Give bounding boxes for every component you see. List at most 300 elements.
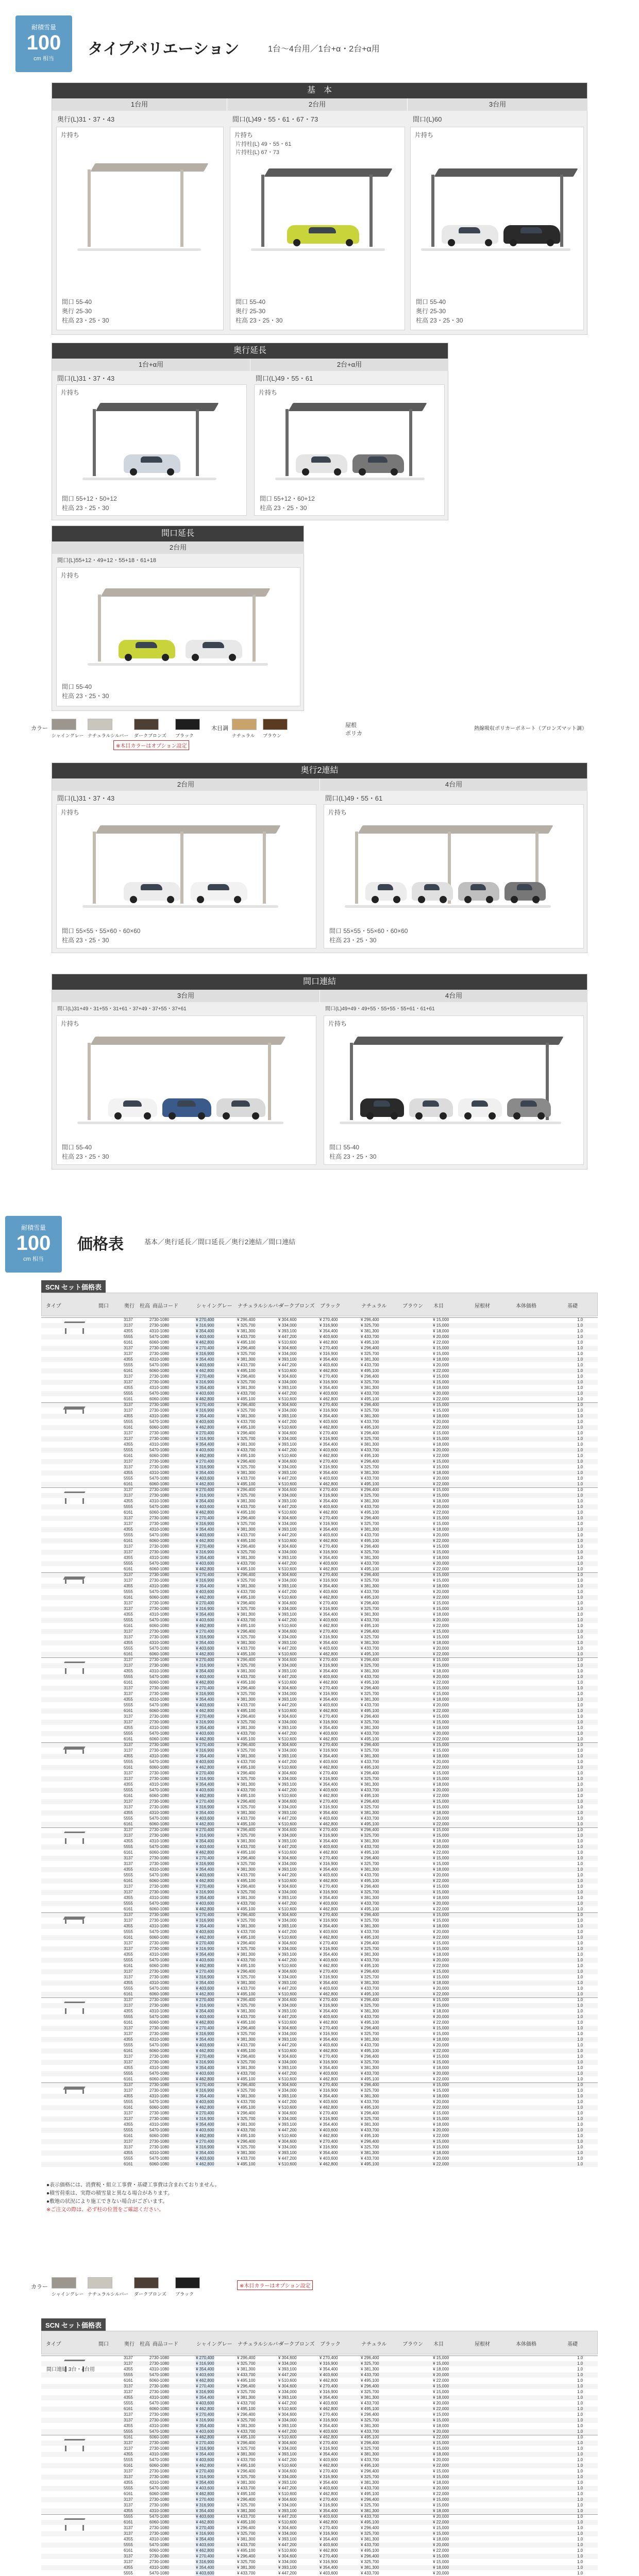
table-cell: 2730-1080: [149, 2060, 170, 2064]
table-row: [41, 1946, 598, 1952]
table-cell: ¥ 495,100: [361, 1963, 379, 1968]
table-cell: ¥ 381,300: [237, 2094, 256, 2098]
table-cell: ¥ 447,200: [278, 1618, 297, 1622]
table-cell: 1.0: [577, 1334, 583, 1339]
table-cell: ¥ 296,400: [361, 1884, 379, 1889]
depth-ext-1-height: 柱高 23・25・30: [62, 504, 109, 512]
table-cell: 1.0: [577, 1663, 583, 1668]
carport-illustration: [345, 825, 561, 918]
table-cell: ¥ 433,700: [237, 1674, 256, 1679]
table-cell: ¥ 325,700: [361, 1550, 379, 1554]
table-cell: 5555: [124, 2128, 133, 2132]
table-row: [41, 1635, 598, 1640]
table-cell: ¥ 334,000: [278, 2560, 297, 2564]
table-cell: ¥ 316,900: [196, 2003, 214, 2008]
table-cell: ¥ 403,600: [196, 1703, 214, 1707]
table-cell: ¥ 325,700: [361, 2475, 379, 2479]
table-cell: 3137: [124, 1465, 133, 1469]
column-header: ナチュラル: [361, 1303, 387, 1309]
table-cell: ¥ 510,600: [278, 2133, 297, 2138]
group-divider: [41, 2355, 598, 2356]
carport-illustration: [275, 403, 430, 490]
table-cell: 5470-1080: [149, 1419, 170, 1424]
table-cell: ¥ 18,000: [433, 2009, 449, 2013]
table-cell: ¥ 354,400: [196, 2395, 214, 2400]
table-cell: ¥ 433,700: [361, 1788, 379, 1792]
table-cell: ¥ 18,000: [433, 2537, 449, 2541]
table-cell: ¥ 381,300: [361, 1839, 379, 1843]
table-cell: ¥ 316,900: [196, 2418, 214, 2422]
table-cell: ¥ 495,100: [361, 2548, 379, 2553]
table-cell: 2730-1080: [149, 2418, 170, 2422]
table-row: [41, 1782, 598, 1787]
table-cell: ¥ 325,700: [361, 2145, 379, 2149]
table-cell: 1.0: [577, 1346, 583, 1350]
table-cell: 3137: [124, 2139, 133, 2144]
table-cell: ¥ 296,400: [361, 1969, 379, 1974]
table-cell: ¥ 15,000: [433, 1799, 449, 1804]
table-cell: ¥ 15,000: [433, 1941, 449, 1945]
table-cell: 2730-1080: [149, 1516, 170, 1520]
table-cell: ¥ 304,600: [278, 1317, 297, 1322]
table-cell: 2730-1080: [149, 1629, 170, 1634]
table-cell: 1.0: [577, 1567, 583, 1571]
table-cell: ¥ 433,700: [237, 2099, 256, 2104]
table-cell: 6060-1080: [149, 1425, 170, 1430]
table-cell: ¥ 462,800: [320, 2463, 338, 2468]
table-cell: 5470-1080: [149, 1788, 170, 1792]
table-cell: 4355: [124, 1839, 133, 1843]
table-cell: ¥ 15,000: [433, 1997, 449, 2002]
table-cell: 1.0: [577, 1487, 583, 1492]
table-cell: 6161: [124, 1680, 133, 1685]
depth-ext-title: 奥行延長: [52, 343, 448, 359]
car-illustration: [458, 882, 499, 901]
table-cell: 4310-1080: [149, 1612, 170, 1617]
table-cell: ¥ 495,100: [361, 1765, 379, 1770]
table-cell: ¥ 495,100: [237, 1850, 256, 1855]
table-cell: 2730-1080: [149, 1714, 170, 1719]
table-row: [41, 1493, 598, 1498]
table-cell: ¥ 270,400: [320, 1459, 338, 1464]
table-cell: 1.0: [577, 1697, 583, 1702]
table-cell: 4355: [124, 2509, 133, 2513]
table-cell: 5555: [124, 1646, 133, 1651]
table-cell: ¥ 334,000: [278, 1606, 297, 1611]
table-cell: 1.0: [577, 1635, 583, 1639]
table-cell: ¥ 316,900: [320, 1351, 338, 1356]
table-cell: 6060-1080: [149, 2492, 170, 2496]
table-cell: ¥ 495,100: [361, 1708, 379, 1713]
table-cell: ¥ 18,000: [433, 1414, 449, 1418]
table-cell: ¥ 354,400: [196, 1895, 214, 1900]
table-cell: 6161: [124, 2077, 133, 2081]
basic-2-sub1: 片持柱(L) 49・55・61: [236, 141, 292, 147]
table-row: [41, 1431, 598, 1436]
table-cell: ¥ 334,000: [278, 2418, 297, 2422]
table-cell: ¥ 20,000: [433, 2543, 449, 2547]
table-cell: 1.0: [577, 1856, 583, 1860]
table-cell: 3137: [124, 2531, 133, 2536]
table-cell: ¥ 433,700: [237, 1618, 256, 1622]
table-cell: ¥ 462,800: [196, 2435, 214, 2439]
table-row: [41, 1822, 598, 1827]
table-cell: 4310-1080: [149, 1952, 170, 1957]
table-row: [41, 1754, 598, 1759]
table-cell: ¥ 15,000: [433, 2503, 449, 2507]
table-cell: 4310-1080: [149, 2065, 170, 2070]
table-row: [41, 1765, 598, 1770]
table-cell: ¥ 296,400: [237, 1374, 256, 1379]
table-cell: ¥ 22,000: [433, 1453, 449, 1458]
table-cell: ¥ 334,000: [278, 1691, 297, 1696]
table-cell: ¥ 403,600: [196, 2486, 214, 2490]
table-cell: 2730-1080: [149, 2412, 170, 2417]
table-cell: ¥ 354,400: [196, 2537, 214, 2541]
table-cell: 5555: [124, 1731, 133, 1736]
table-cell: ¥ 15,000: [433, 2111, 449, 2115]
table-cell: 3137: [124, 1720, 133, 1724]
table-cell: ¥ 447,200: [278, 2128, 297, 2132]
table-cell: ¥ 15,000: [433, 1686, 449, 1690]
table-cell: ¥ 433,700: [361, 1334, 379, 1339]
table-cell: 2730-1080: [149, 1493, 170, 1498]
table-cell: 5470-1080: [149, 2543, 170, 2547]
table-cell: ¥ 462,800: [320, 1510, 338, 1515]
table-cell: 2730-1080: [149, 2361, 170, 2366]
table-row: [41, 1652, 598, 1657]
table-cell: 4310-1080: [149, 1754, 170, 1758]
price-table-1: [41, 1280, 598, 2177]
table-row: [41, 1567, 598, 1572]
table-cell: 1.0: [577, 1952, 583, 1957]
table-cell: ¥ 495,100: [237, 2435, 256, 2439]
table-cell: ¥ 462,800: [196, 2077, 214, 2081]
table-cell: ¥ 270,400: [320, 1686, 338, 1690]
table-row: [41, 1958, 598, 1963]
table-cell: ¥ 15,000: [433, 1578, 449, 1583]
table-cell: 1.0: [577, 2065, 583, 2070]
table-cell: ¥ 316,900: [320, 2361, 338, 2366]
table-cell: 1.0: [577, 1465, 583, 1469]
table-cell: ¥ 325,700: [361, 1578, 379, 1583]
table-cell: ¥ 510,600: [278, 1397, 297, 1401]
table-cell: ¥ 296,400: [237, 1629, 256, 1634]
car-illustration: [287, 225, 359, 244]
table-cell: ¥ 316,900: [196, 1606, 214, 1611]
table-cell: ¥ 403,600: [196, 2128, 214, 2132]
table-cell: ¥ 316,900: [320, 2003, 338, 2008]
table-cell: ¥ 316,900: [320, 1918, 338, 1923]
table-cell: 1.0: [577, 1317, 583, 1322]
table-row: [41, 1980, 598, 1986]
table-cell: 5555: [124, 2571, 133, 2575]
table-cell: ¥ 18,000: [433, 1669, 449, 1673]
table-cell: ¥ 20,000: [433, 1561, 449, 1566]
table-cell: 1.0: [577, 1992, 583, 1996]
table-cell: ¥ 462,800: [196, 2020, 214, 2025]
table-cell: ¥ 393,100: [278, 2009, 297, 2013]
table-cell: ¥ 316,900: [196, 2446, 214, 2451]
table-cell: ¥ 510,600: [278, 1878, 297, 1883]
table-cell: ¥ 462,800: [196, 2548, 214, 2553]
table-cell: ¥ 15,000: [433, 1487, 449, 1492]
table-cell: ¥ 20,000: [433, 2514, 449, 2519]
table-cell: 5470-1080: [149, 1618, 170, 1622]
table-cell: ¥ 462,800: [320, 1935, 338, 1940]
table-cell: ¥ 334,000: [278, 2116, 297, 2121]
wood-heading: 木目調: [211, 725, 228, 732]
swatch-wood-natural: [232, 719, 257, 730]
table-cell: ¥ 495,100: [361, 1992, 379, 1996]
table-cell: ¥ 447,200: [278, 1363, 297, 1367]
table-row: [41, 1351, 598, 1357]
basic-panel: [52, 82, 587, 335]
table-cell: ¥ 325,700: [237, 2389, 256, 2394]
table-row: [41, 1969, 598, 1974]
table-cell: ¥ 354,400: [320, 2480, 338, 2485]
table-cell: ¥ 393,100: [278, 1980, 297, 1985]
table-cell: ¥ 433,700: [237, 1419, 256, 1424]
table-cell: ¥ 354,400: [320, 2537, 338, 2541]
table-cell: 4355: [124, 2367, 133, 2371]
table-cell: 3137: [124, 1544, 133, 1549]
table-cell: 3137: [124, 1890, 133, 1894]
table-cell: ¥ 354,400: [320, 1725, 338, 1730]
table-cell: 5555: [124, 1759, 133, 1764]
table-cell: ¥ 495,100: [237, 1368, 256, 1373]
table-cell: ¥ 495,100: [361, 2162, 379, 2166]
table-cell: ¥ 510,600: [278, 2406, 297, 2411]
table-cell: ¥ 316,900: [320, 1720, 338, 1724]
table-cell: 1.0: [577, 2429, 583, 2434]
table-cell: 3137: [124, 1975, 133, 1979]
table-cell: 1.0: [577, 2026, 583, 2030]
table-row: [41, 2463, 598, 2468]
table-cell: 6161: [124, 1765, 133, 1770]
table-cell: ¥ 433,700: [361, 2071, 379, 2076]
table-cell: ¥ 15,000: [433, 1861, 449, 1866]
table-cell: ¥ 270,400: [196, 2412, 214, 2417]
table-cell: 1.0: [577, 1805, 583, 1809]
table-cell: ¥ 403,600: [320, 1448, 338, 1452]
table-cell: ¥ 381,300: [237, 1470, 256, 1475]
table-cell: ¥ 334,000: [278, 2361, 297, 2366]
table-cell: 1.0: [577, 2088, 583, 2093]
table-cell: ¥ 393,100: [278, 1924, 297, 1928]
table-cell: 2730-1080: [149, 1946, 170, 1951]
table-cell: ¥ 296,400: [237, 1969, 256, 1974]
table-cell: 3137: [124, 1578, 133, 1583]
table-cell: ¥ 495,100: [361, 2406, 379, 2411]
table-cell: 1.0: [577, 2139, 583, 2144]
table-cell: ¥ 495,100: [237, 2020, 256, 2025]
table-cell: ¥ 270,400: [196, 2139, 214, 2144]
table-cell: ¥ 462,800: [196, 1737, 214, 1741]
table-cell: ¥ 296,400: [237, 1601, 256, 1605]
table-cell: ¥ 304,600: [278, 1374, 297, 1379]
table-cell: ¥ 270,400: [196, 1374, 214, 1379]
table-cell: ¥ 462,800: [320, 1340, 338, 1345]
table-cell: ¥ 296,400: [361, 1431, 379, 1435]
table-cell: ¥ 20,000: [433, 2458, 449, 2462]
table-cell: 4310-1080: [149, 1555, 170, 1560]
table-cell: ¥ 381,300: [361, 1442, 379, 1447]
table-cell: ¥ 495,100: [361, 1822, 379, 1826]
table-row: [41, 2372, 598, 2378]
table-cell: 5555: [124, 2401, 133, 2405]
table-cell: ¥ 325,700: [361, 2503, 379, 2507]
table-cell: ¥ 381,300: [361, 2037, 379, 2042]
table-cell: ¥ 403,600: [320, 2128, 338, 2132]
table-cell: ¥ 15,000: [433, 1521, 449, 1526]
table-row: [41, 1380, 598, 1385]
table-cell: 3137: [124, 1714, 133, 1719]
table-row: [41, 1941, 598, 1946]
table-cell: ¥ 403,600: [320, 1788, 338, 1792]
table-cell: ¥ 15,000: [433, 2082, 449, 2087]
table-cell: 6060-1080: [149, 1765, 170, 1770]
table-cell: 1.0: [577, 1680, 583, 1685]
car-illustration: [108, 1098, 157, 1117]
swatch-black: [175, 719, 200, 730]
table-cell: 6060-1080: [149, 1680, 170, 1685]
table-cell: ¥ 495,100: [237, 1453, 256, 1458]
table-cell: ¥ 270,400: [320, 2412, 338, 2417]
table-cell: 3137: [124, 1572, 133, 1577]
table-row: [41, 2139, 598, 2144]
table-cell: ¥ 20,000: [433, 1929, 449, 1934]
table-cell: 2730-1080: [149, 2531, 170, 2536]
table-cell: 1.0: [577, 1669, 583, 1673]
table-cell: 1.0: [577, 1844, 583, 1849]
table-cell: ¥ 393,100: [278, 1895, 297, 1900]
table-cell: 4355: [124, 2065, 133, 2070]
table-cell: ¥ 325,700: [237, 2418, 256, 2422]
table-cell: ¥ 304,600: [278, 2082, 297, 2087]
swatch-dark-bronze: [134, 719, 159, 730]
table-cell: 1.0: [577, 2526, 583, 2530]
table-cell: 1.0: [577, 1929, 583, 1934]
table-cell: 6060-1080: [149, 1595, 170, 1600]
price-table-notes: [46, 2182, 335, 2215]
table-row: [41, 1561, 598, 1566]
carport-illustration: [421, 168, 576, 272]
table-cell: ¥ 462,800: [196, 1935, 214, 1940]
table-row: [41, 1674, 598, 1680]
table-cell: ¥ 15,000: [433, 1776, 449, 1781]
table-row: [41, 1901, 598, 1906]
table-cell: 2730-1080: [149, 2389, 170, 2394]
table-cell: ¥ 403,600: [320, 1561, 338, 1566]
basic-top-3: 間口(L)60: [413, 115, 442, 123]
table-cell: 1.0: [577, 2156, 583, 2161]
carport-illustration: [82, 403, 227, 490]
table-cell: 6161: [124, 1397, 133, 1401]
table-cell: ¥ 304,600: [278, 1771, 297, 1775]
table-row: [41, 1374, 598, 1379]
table-cell: ¥ 270,400: [196, 2026, 214, 2030]
table-row: [41, 1657, 598, 1663]
table-cell: ¥ 316,900: [320, 1776, 338, 1781]
table-row: [41, 2526, 598, 2531]
price-table-title: SCN セット価格表: [41, 2318, 106, 2331]
table-cell: ¥ 304,600: [278, 1402, 297, 1407]
car-illustration: [124, 454, 180, 473]
table-cell: 1.0: [577, 1504, 583, 1509]
table-cell: ¥ 495,100: [361, 1595, 379, 1600]
table-cell: ¥ 15,000: [433, 2054, 449, 2059]
table-cell: 1.0: [577, 1941, 583, 1945]
table-row: [41, 1589, 598, 1595]
table-cell: ¥ 18,000: [433, 1754, 449, 1758]
section-subtitle: 基本／奥行延長／間口延長／奥行2連結／間口連結: [144, 1238, 296, 1246]
table-cell: 4355: [124, 1980, 133, 1985]
table-cell: ¥ 495,100: [237, 1340, 256, 1345]
car-illustration: [505, 882, 546, 901]
table-cell: ¥ 433,700: [361, 2401, 379, 2405]
table-cell: 1.0: [577, 1980, 583, 1985]
table-cell: ¥ 325,700: [361, 1606, 379, 1611]
carport-illustration: [77, 1037, 294, 1134]
table-cell: ¥ 20,000: [433, 1589, 449, 1594]
depth-twin-cell-2: [324, 804, 584, 948]
table-cell: 4355: [124, 1442, 133, 1447]
table-cell: 1.0: [577, 1708, 583, 1713]
badge-line2: 100: [26, 31, 61, 54]
table-cell: ¥ 18,000: [433, 1895, 449, 1900]
table-cell: 5555: [124, 1589, 133, 1594]
table-cell: ¥ 15,000: [433, 1402, 449, 1407]
table-cell: ¥ 304,600: [278, 2554, 297, 2558]
table-cell: ¥ 296,400: [361, 2355, 379, 2360]
table-cell: 1.0: [577, 1652, 583, 1656]
width-twin-panel: [52, 974, 587, 1170]
table-cell: 4355: [124, 1754, 133, 1758]
table-cell: ¥ 354,400: [320, 1470, 338, 1475]
table-cell: ¥ 316,900: [196, 1635, 214, 1639]
table-row: [41, 1867, 598, 1872]
table-cell: ¥ 403,600: [320, 2458, 338, 2462]
table-cell: 1.0: [577, 1850, 583, 1855]
table-row: [41, 1578, 598, 1583]
table-cell: ¥ 325,700: [237, 2361, 256, 2366]
table-cell: ¥ 433,700: [237, 1731, 256, 1736]
table-cell: 5555: [124, 1901, 133, 1906]
table-cell: ¥ 316,900: [196, 1550, 214, 1554]
table-cell: 4310-1080: [149, 1385, 170, 1390]
table-cell: 1.0: [577, 1397, 583, 1401]
table-cell: ¥ 296,400: [361, 2469, 379, 2473]
table-cell: ¥ 447,200: [278, 1788, 297, 1792]
table-cell: ¥ 22,000: [433, 1510, 449, 1515]
table-cell: 3137: [124, 2054, 133, 2059]
table-cell: ¥ 433,700: [361, 1986, 379, 1991]
table-cell: 2730-1080: [149, 1487, 170, 1492]
table-cell: ¥ 381,300: [361, 1329, 379, 1333]
carport-illustration: [251, 168, 395, 272]
table-cell: 2730-1080: [149, 1346, 170, 1350]
table-row: [41, 2571, 598, 2576]
table-cell: ¥ 270,400: [320, 1714, 338, 1719]
table-cell: ¥ 334,000: [278, 1975, 297, 1979]
table-cell: ¥ 15,000: [433, 1657, 449, 1662]
table-cell: ¥ 447,200: [278, 1419, 297, 1424]
table-cell: ¥ 354,400: [320, 2065, 338, 2070]
table-cell: 5555: [124, 2514, 133, 2519]
table-cell: 1.0: [577, 2071, 583, 2076]
table-cell: ¥ 334,000: [278, 1408, 297, 1413]
